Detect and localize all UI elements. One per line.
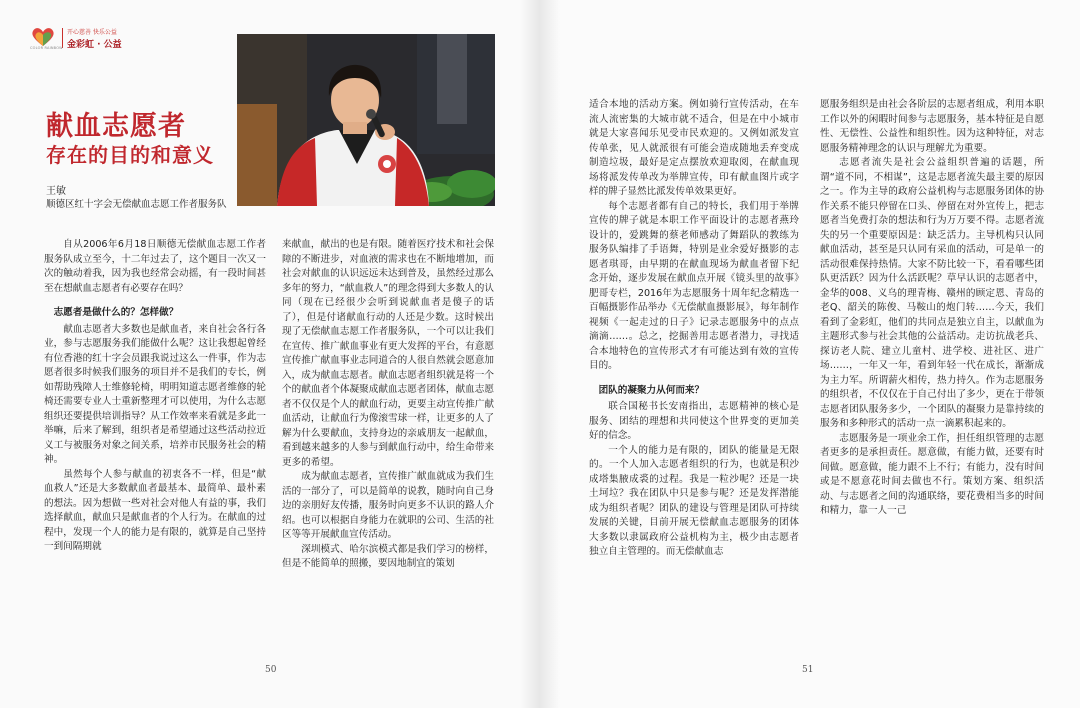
body-column-3 [589, 98, 799, 622]
publication-logo [30, 26, 190, 50]
author-name: 王敏 [46, 186, 66, 197]
body-paragraph: 一个人的能力是有限的，团队的能量是无限的。一个人加入志愿者组织的行为，也就是积沙成塔集腋成裘的过程。我是一粒沙呢？还是一块土坷垃？我在团队中只是参与呢？还是发挥潜能成为组织者呢？团队的建设与管理是团队可持续发展的关键，目前开展无偿献血志愿服务的团体大多数以隶属政府公益机构为主，极少由志愿者独立自主管理的。而无偿献血志 [589, 444, 799, 557]
body-paragraph: 深圳模式、哈尔滨模式都是我们学习的榜样，但是不能简单的照搬，要因地制宜的策划 [282, 543, 494, 569]
heart-icon [30, 26, 56, 48]
body-paragraph: 适合本地的活动方案。例如骑行宣传活动，在车流人流密集的大城市就不适合，但是在中小城市就是大家喜闻乐见受市民欢迎的。又例如派发宣传单张，见人就派很有可能会造成随地丢弃变成制造垃圾，最好是定点摆放欢迎取阅，在献血现场将派发传单改为举牌宣传，印有献血图片或字样的牌子显然比派发传单效果更好。 [589, 99, 799, 197]
body-paragraph: 志愿服务是一项业余工作，担任组织管理的志愿者更多的是承担责任。愿意做，有能力做，还要有时间做。愿意做，能力跟不上不行；有能力，没有时间或是不愿意花时间去做也不行。策划方案、组织活动、与志愿者之间的沟通联络，要花费相当多的时间和精力，靠一人一己 [820, 432, 1044, 516]
page-gutter [520, 0, 560, 708]
speaker-photo-illustration [237, 34, 495, 206]
section-heading: 团队的凝聚力从何而来？ [598, 384, 705, 396]
body-paragraph: 每个志愿者都有自己的特长，我们用于举牌宣传的牌子就是本职工作平面设计的志愿者燕玲设计的，爱跳舞的蔡老师感动了舞蹈队的教练为服务队编排了手语舞，特别是业余爱好摄影的志愿者琪哥，由早期的在献血现场为献血者留下纪念开始，逐步发展在献血点开展《镜头里的故事》肥哥专栏，2016年为志愿服务十周年纪念精选一百幅摄影作品举办《无偿献血摄影展》，每年制作视频《一起走过的日子》记录志愿服务中的点点滴滴……。总之，挖掘善用志愿者潜力，寻找适合本地特色的宣传形式才有可能达到有效的宣传目的。 [589, 200, 799, 371]
body-paragraph: 愿服务组织是由社会各阶层的志愿者组成，利用本职工作以外的闲暇时间参与志愿服务，基本特征是自愿性、无偿性、公益性和组织性。因为这种特征，对志愿服务精神理念的认识与理解尤为重要。 [820, 99, 1044, 154]
body-column-1 [44, 238, 266, 618]
body-paragraph: 联合国秘书长安南指出，志愿精神的核心是服务、团结的理想和共同使这个世界变的更加美好的信念。 [589, 401, 799, 441]
speaker-photo [237, 34, 495, 206]
article-subtitle: 存在的目的和意义 [46, 143, 214, 167]
body-paragraph: 虽然每个人参与献血的初衷各不一样，但是“献血救人”还是大多数献血者最基本、最简单、最朴素的想法。因为想做一些对社会对他人有益的事，我们选择献血，献血只是献血者的个人行为。在献血的过程中，发现一个人的能力是有限的，就算是自己坚持一到间隔期就 [44, 468, 266, 552]
article-title: 献血志愿者 [46, 111, 186, 142]
body-paragraph: 志愿者流失是社会公益组织普遍的话题，所谓“道不同，不相谋”，这是志愿者流失最主要的原因之一。作为主导的政府公益机构与志愿服务团体的协作关系不能只停留在口头、停留在对外宣传上，把志愿者当免费打杂的想法和行为万万要不得。志愿者流失的另一个重要原因是：缺乏活力。主导机构只认同献血活动，甚至是只认同有采血的活动，可是单一的活动很难保持热情。大家不防比较一下，看看哪些团队更活跃？因为什么活跃呢？草早认识的志愿者中，金华的008、义乌的理青梅、赣州的顾定恩、青岛的老Q、韶关的陈俊、马鞍山的炮门转……今天，我们看到了金彩虹，他们的共同点是独立自主，以献血为主题形式参与社会其他的公益活动。走访抗战老兵、探访老人院、建立儿童村、进学校、进社区、进广场……，一年又一年，看到年轻一代在成长，渐渐成为主力军。所谓薪火相传，热力持久。作为志愿服务的组织者，不仅仅在于自己付出了多少，更在于带领志愿者团队服务多少，一个团队的凝聚力是靠持续的服务和多种形式的活动一点一滴累积起来的。 [820, 157, 1044, 429]
body-paragraph: 来献血，献出的也是有限。随着医疗技术和社会保障的不断进步，对血液的需求也在不断地增加，而社会对献血的认识远远未达到普及，虽然经过那么多年的努力，“献血救人”的理念得到大多数人的认同（现在已经很少会听到说献血者是傻子的话了），但是付诸献血行动的人还是少数。这时候出现了无偿献血志愿工作者服务队，一个可以让我们在宣传、推广献血事业有更大发挥的平台，有意愿宣传推广献血事业志同道合的人很自然就会愿意加入，成为献血志愿者。献血志愿者组织就是将一个个的献血者个体凝聚成献血志愿者团体，献血志愿者不仅仅是个人的献血行动，更要主动宣传推广献血活动，让献血行为像滚雪球一样，让更多的人了解为什么要献血，支持身边的亲戚朋友一起献血，看到越来越多的人参与到献血行动中，给生命带来更多的希望。 [282, 239, 494, 468]
logo-tagline: 开心慈善 快乐公益 [67, 29, 117, 36]
body-column-2 [282, 238, 494, 618]
body-column-4 [820, 98, 1044, 622]
page-number-right: 51 [802, 665, 814, 675]
body-paragraph: 自从2006年6月18日顺德无偿献血志愿工作者服务队成立至今，十二年过去了，这个题目一次又一次的触动着我，因为我也经常会动摇，有一段时间甚至在想献血志愿者有必要存在吗？ [44, 239, 266, 294]
logo-name: 金彩虹 · 公益 [67, 40, 122, 50]
logo-divider [62, 28, 63, 48]
author-affiliation: 顺德区红十字会无偿献血志愿工作者服务队 [46, 199, 227, 210]
body-paragraph: 献血志愿者大多数也是献血者，来自社会各行各业，参与志愿服务我们能做什么呢？这让我想起曾经有位香港的红十字会员跟我说过这么一件事，作为志愿者很多时候我们服务的项目并不是我们的专长，例如帮助残障人士维修轮椅，明明知道志愿者维修的轮椅还需要专业人士重新整理才可以使用，为什么志愿组织还要提供培训指导？从工作效率来看就是多此一举嘛，后来了解到，组织者是希望通过这些活动拉近义工与被服务对象之间关系，培养市民服务社会的精神。 [44, 323, 266, 465]
section-heading: 志愿者是做什么的？怎样做？ [53, 307, 179, 318]
logo-subtitle: COLOR RAINBOW [30, 46, 63, 50]
body-paragraph: 成为献血志愿者，宣传推广献血就成为我们生活的一部分了，可以是简单的说教，随时向自己身边的亲朋好友传播，服务时向更多不认识的路人介绍。也可以根据自身能力在就职的公司、生活的社区等等开展献血宣传活动。 [282, 471, 494, 540]
page-number-left: 50 [265, 665, 277, 675]
